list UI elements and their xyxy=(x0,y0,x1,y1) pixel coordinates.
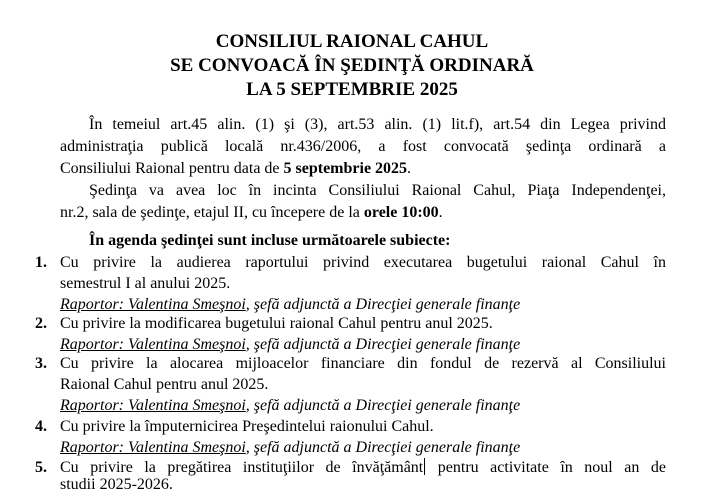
agenda-heading: În agenda şedinţei sunt incluse următoarele subiecte: xyxy=(89,232,451,249)
intro-paragraph-2 xyxy=(60,180,666,224)
agenda-item-number: 4. xyxy=(35,418,47,435)
meeting-time: orele 10:00 xyxy=(363,204,439,221)
intro-p2-line-1: Şedinţa va avea loc în incinta Consiliului Raional Cahul, Piaţa Independenţei, xyxy=(89,182,666,199)
rapporteur-role: , şefă adjunctă a Direcţiei generale finanţe xyxy=(245,439,521,456)
title-line-2: SE CONVOACĂ ÎN ŞEDINŢĂ ORDINARĂ xyxy=(170,55,534,76)
rapporteur-name: Raportor: Valentina Smeşnoi xyxy=(60,439,246,456)
intro-p1-line-3-text: Consiliului Raional pentru data de xyxy=(60,160,284,177)
agenda-item-rapporteur xyxy=(60,294,666,315)
agenda-item-text[interactable] xyxy=(60,457,666,478)
agenda-item-text: studii 2025-2026. xyxy=(60,478,173,490)
intro-p2-line-2-end: . xyxy=(438,204,443,221)
title-line-1: CONSILIUL RAIONAL CAHUL xyxy=(215,31,489,52)
agenda-item-text: Cu privire la audierea raportului privind executarea bugetului raional Cahul în xyxy=(60,254,666,271)
agenda-item-rapporteur xyxy=(60,437,666,458)
rapporteur-name: Raportor: Valentina Smeşnoi xyxy=(60,336,246,353)
agenda-item-text: Cu privire la modificarea bugetului raional Cahul pentru anul 2025. xyxy=(60,315,493,332)
intro-p1-line-2: administraţia publică locală nr.436/2006, a fost convocată şedinţa ordinară a xyxy=(60,138,666,155)
agenda-item-number: 3. xyxy=(35,355,47,372)
agenda-item-text: Cu privire la împuternicirea Preşedintelui raionului Cahul. xyxy=(60,418,434,435)
meeting-date: 5 septembrie 2025 xyxy=(283,160,408,177)
agenda-item-number: 2. xyxy=(35,315,47,332)
agenda-item-text-part: Cu privire la pregătirea instituţiilor de învăţământ xyxy=(60,459,424,476)
intro-p2-line-2-text: nr.2, sala de şedinţe, etajul II, cu începere de la xyxy=(60,204,364,221)
agenda-item-5-cutoff xyxy=(60,478,666,490)
intro-p1-line-3-end: . xyxy=(407,160,412,177)
rapporteur-role: , şefă adjunctă a Direcţiei generale finanţe xyxy=(245,336,521,353)
intro-p1-line-1: În temeiul art.45 alin. (1) şi (3), art.53 alin. (1) lit.f), art.54 din Legea privind xyxy=(89,116,666,133)
intro-p2-line-2 xyxy=(60,202,666,224)
rapporteur-role: , şefă adjunctă a Direcţiei generale finanţe xyxy=(245,296,521,313)
rapporteur-name: Raportor: Valentina Smeşnoi xyxy=(60,397,246,414)
rapporteur-name: Raportor: Valentina Smeşnoi xyxy=(60,296,246,313)
agenda-item-rapporteur xyxy=(60,334,666,355)
agenda-item-rapporteur xyxy=(60,395,666,416)
intro-paragraph-1 xyxy=(60,114,666,180)
document-title xyxy=(0,30,704,102)
agenda-item-number: 1. xyxy=(35,254,47,271)
agenda-item-text-part: pentru activitate în noul an de xyxy=(426,459,667,476)
title-line-3: LA 5 SEPTEMBRIE 2025 xyxy=(246,79,458,100)
rapporteur-role: , şefă adjunctă a Direcţiei generale finanţe xyxy=(245,397,521,414)
agenda-item-text: Raional Cahul pentru anul 2025. xyxy=(60,376,269,393)
agenda-item-text: semestrul I al anului 2025. xyxy=(60,275,231,292)
agenda-item-number: 5. xyxy=(35,459,47,476)
intro-p1-line-3 xyxy=(60,158,666,180)
agenda-item-text: Cu privire la alocarea mijloacelor financiare din fondul de rezervă al Consiliului xyxy=(60,355,666,372)
